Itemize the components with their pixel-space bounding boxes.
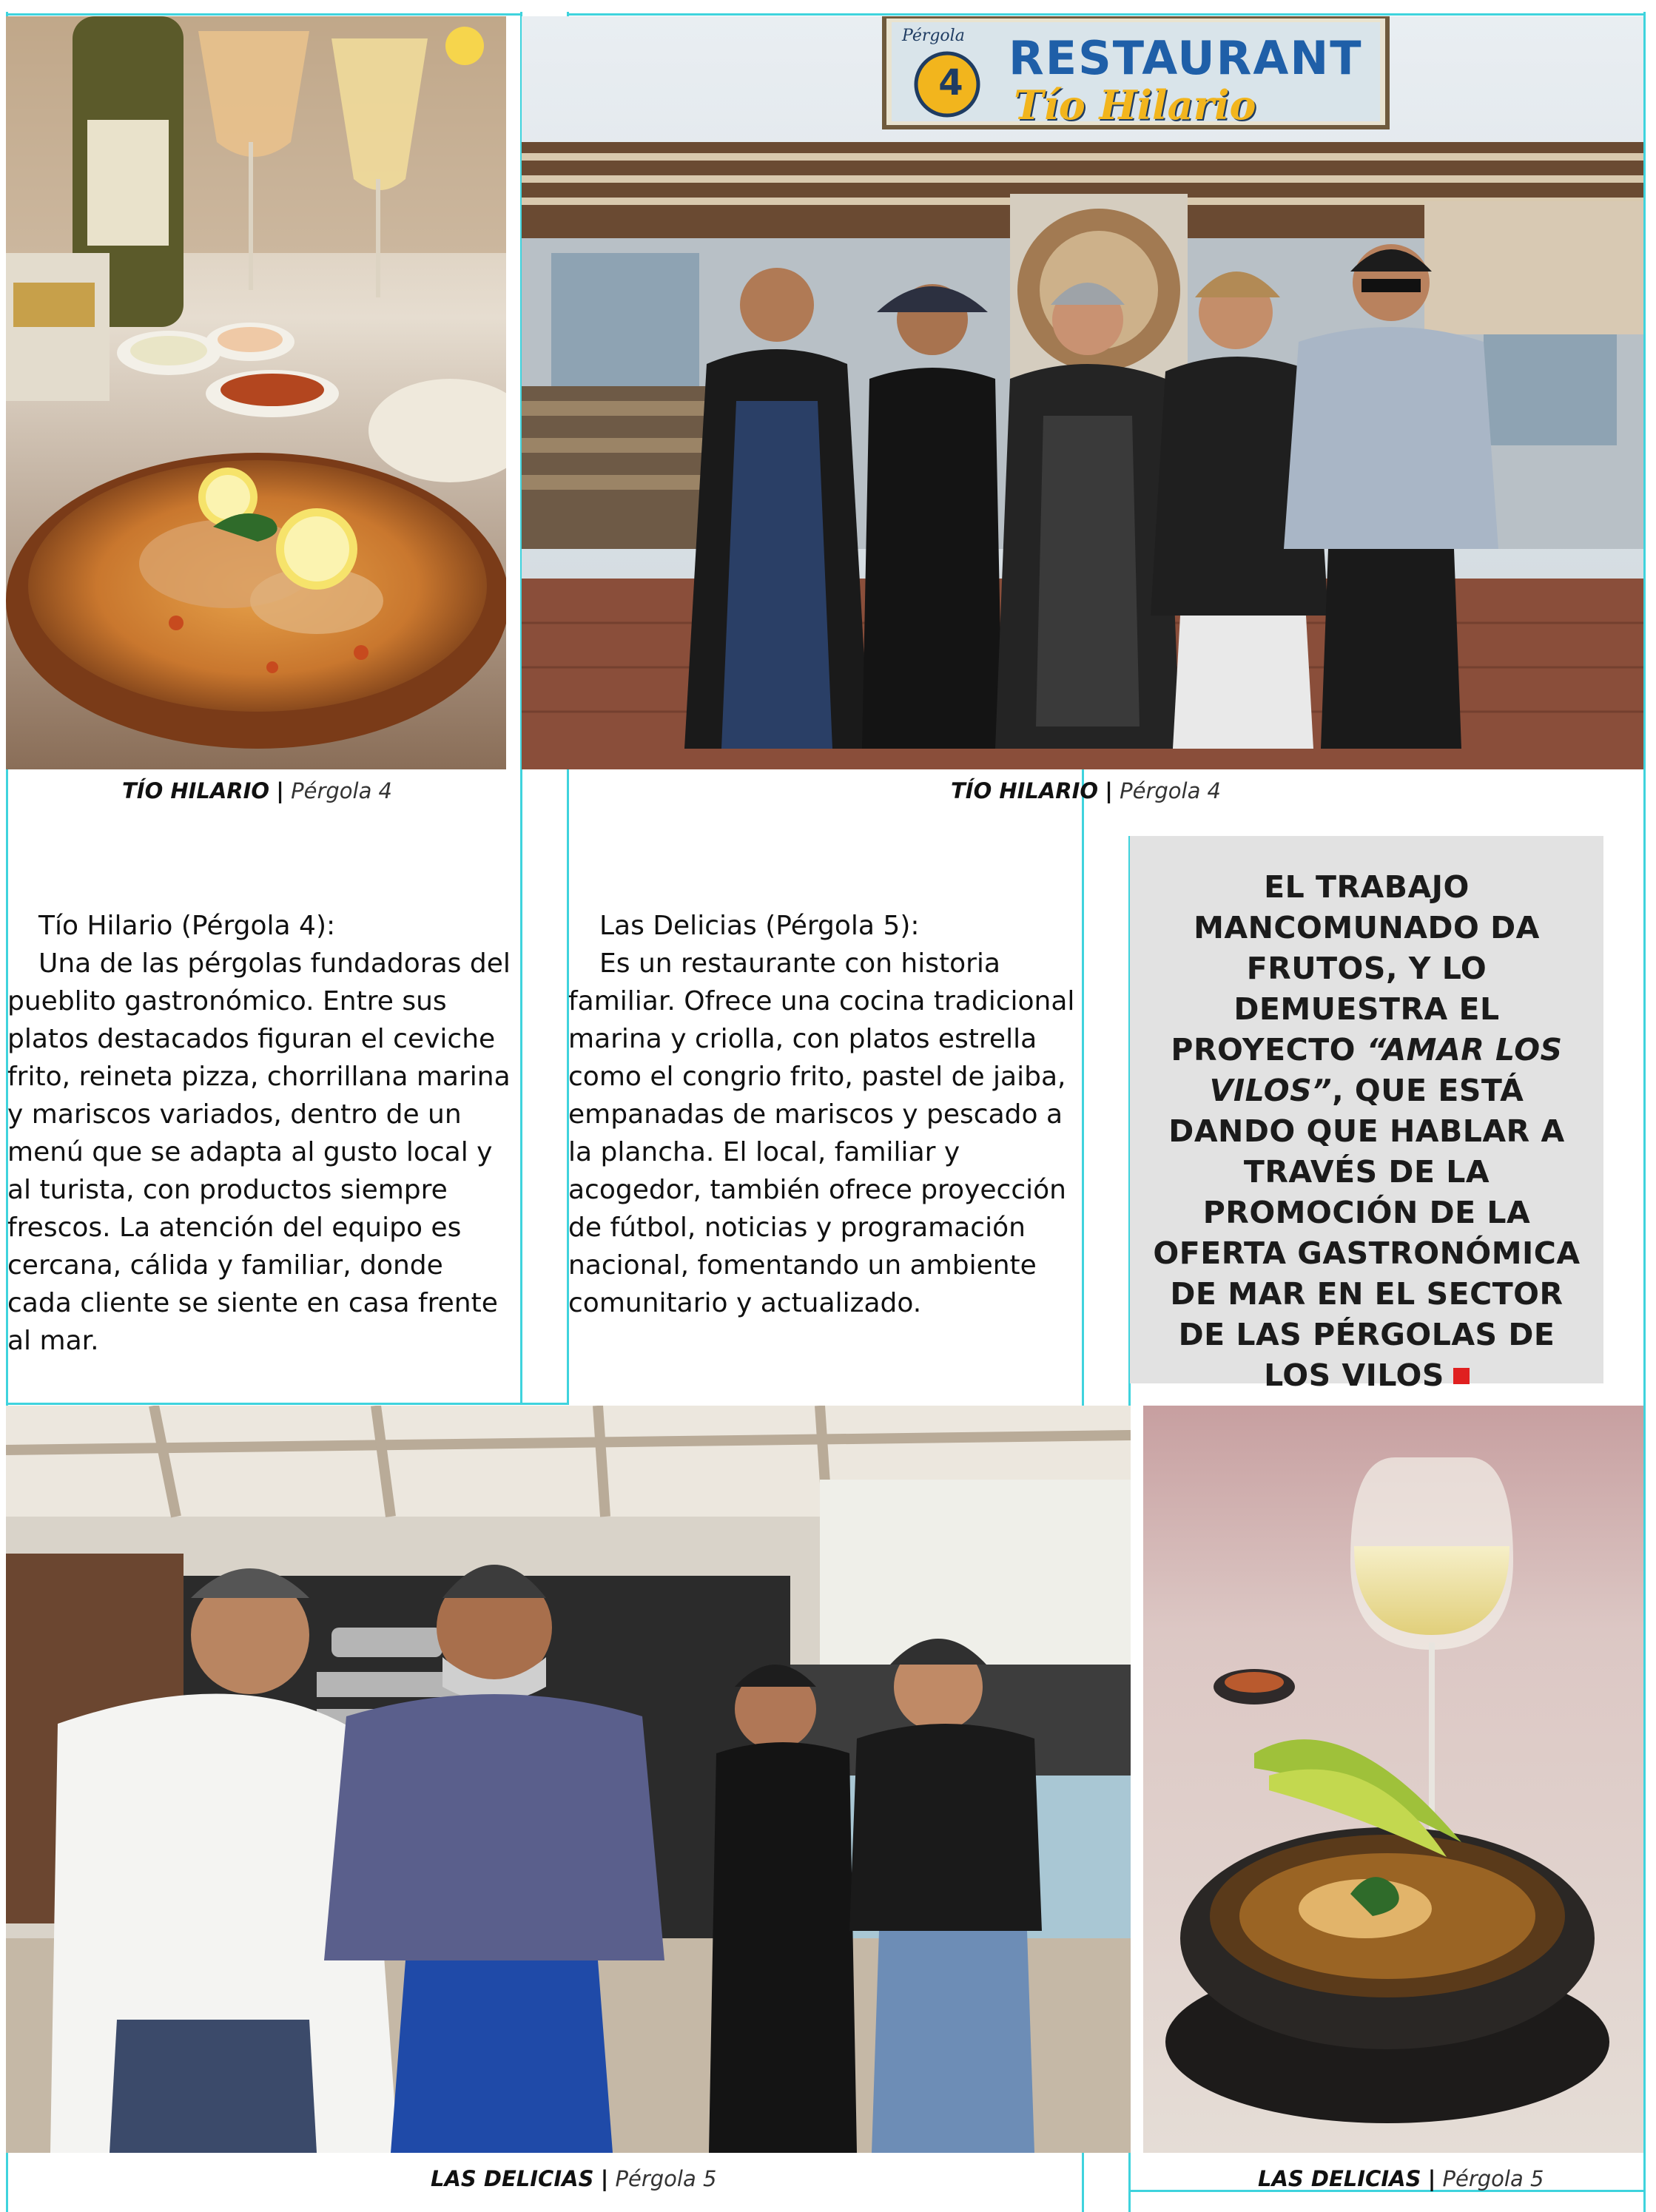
article-body: Es un restaurante con historia familiar. Ofrece una cocina tradicional marina y criolla, con platos estrella como el congrio frito, pastel de jaiba, empanadas de mariscos y pescado a la plancha. El local, familiar y acogedor, también ofrece proyección de fútbol, noticias y programación nacional, fomentando un ambiente comunitario y actualizado.	[568, 948, 1075, 1318]
caption-pergola: Pérgola 4	[291, 778, 393, 803]
photo-dish-seafood	[6, 16, 506, 769]
caption-bottom-right	[1258, 2166, 1544, 2191]
caption-top-right	[951, 778, 1221, 803]
caption-restaurant-name: LAS DELICIAS	[431, 2166, 594, 2191]
guide-line	[567, 13, 1646, 16]
pull-quote	[1145, 867, 1589, 1396]
pull-quote-text-end: , QUE ESTÁ DANDO QUE HABLAR A TRAVÉS DE LA PROMOCIÓN DE LA OFERTA GASTRONÓMICA DE MAR EN EL SECTOR DE LAS PÉRGOLAS DE LOS VILOS	[1153, 1073, 1581, 1393]
caption-separator: |	[1427, 2166, 1436, 2191]
sign-name: Tío Hilario	[1014, 81, 1256, 129]
article-column-las-delicias	[568, 907, 1082, 1322]
caption-restaurant-name: TÍO HILARIO	[951, 778, 1099, 803]
sign-restaurant: RESTAURANT	[1009, 31, 1363, 85]
caption-separator: |	[1105, 778, 1113, 803]
pull-quote-text: EL TRABAJO MANCOMUNADO DA FRUTOS, Y LO DEMUESTRA EL PROYECTO	[1171, 869, 1540, 1068]
caption-pergola: Pérgola 5	[615, 2166, 717, 2191]
caption-bottom-left	[431, 2166, 716, 2191]
caption-restaurant-name: TÍO HILARIO	[122, 778, 270, 803]
sign-number: 4	[938, 62, 963, 104]
sign-overlay	[884, 21, 1387, 132]
caption-separator: |	[276, 778, 284, 803]
article-column-tio-hilario	[7, 907, 515, 1360]
guide-line	[6, 13, 520, 16]
photo-team-las-delicias	[6, 1406, 1131, 2153]
caption-pergola: Pérgola 4	[1120, 778, 1222, 803]
article-subtitle: Las Delicias (Pérgola 5):	[599, 911, 920, 941]
pull-quote-emphasis: “AMAR LOS VILOS”	[1209, 1032, 1563, 1108]
pull-quote-box	[1130, 836, 1603, 1393]
caption-top-left	[122, 778, 392, 803]
caption-separator: |	[600, 2166, 609, 2191]
article-subtitle: Tío Hilario (Pérgola 4):	[38, 911, 336, 941]
guide-line	[6, 1403, 569, 1405]
end-mark-icon	[1453, 1368, 1470, 1384]
guide-line	[1643, 12, 1646, 2212]
sign-pergola-label: Pérgola	[902, 27, 965, 45]
caption-pergola: Pérgola 5	[1442, 2166, 1544, 2191]
article-body: Una de las pérgolas fundadoras del pueblito gastronómico. Entre sus platos destacados figuran el ceviche frito, reineta pizza, chorrillana marina y mariscos variados, dentro de un menú que se adapta al gusto local y al turista, con productos siempre frescos. La atención del equipo es cercana, cálida y familiar, donde cada cliente se siente en casa frente al mar.	[7, 948, 511, 1356]
caption-restaurant-name: LAS DELICIAS	[1258, 2166, 1421, 2191]
photo-dish-clay-pot	[1143, 1406, 1643, 2153]
